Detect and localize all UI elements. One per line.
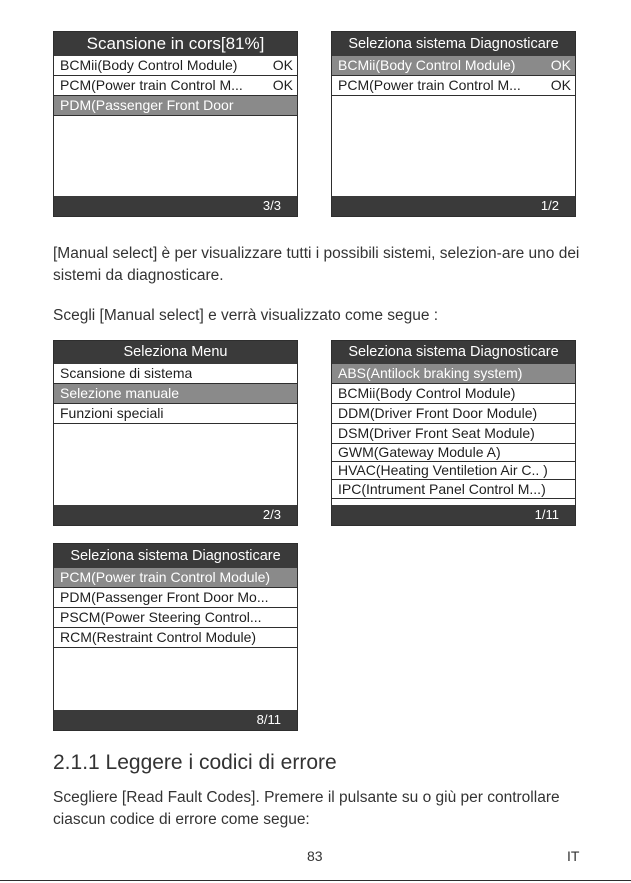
- list-item-name: HVAC(Heating Ventiletion Air C.. ): [338, 462, 548, 478]
- screen-select-system-1: [331, 31, 576, 217]
- list-item[interactable]: [54, 628, 297, 648]
- list-item-name: BCMii(Body Control Module): [338, 57, 516, 73]
- list-item-name: BCMii(Body Control Module): [60, 57, 238, 73]
- footer-divider: [0, 880, 631, 881]
- section-heading: 2.1.1 Leggere i codici di errore: [53, 751, 337, 774]
- list-item-selected[interactable]: [54, 96, 297, 116]
- list-item-name: PCM(Power train Control M...: [60, 77, 243, 93]
- list-item[interactable]: [54, 364, 297, 384]
- list-item-name: Funzioni speciali: [60, 405, 164, 421]
- list-item-name: PSCM(Power Steering Control...: [60, 609, 262, 625]
- page-indicator: 1/2: [332, 196, 575, 216]
- page-number: 83: [307, 848, 323, 864]
- screen-title: Seleziona sistema Diagnosticare: [54, 544, 297, 568]
- page-indicator: 1/11: [332, 505, 575, 525]
- screen-title: Seleziona Menu: [54, 341, 297, 364]
- list-item-name: Scansione di sistema: [60, 365, 193, 381]
- list-item-name: PDM(Passenger Front Door Mo...: [60, 589, 269, 605]
- screen-select-system-2: [331, 340, 576, 526]
- list-item-name: PCM(Power train Control M...: [338, 77, 521, 93]
- page-indicator: 2/3: [54, 505, 297, 525]
- list-item-name: DDM(Driver Front Door Module): [338, 405, 538, 421]
- screen-select-menu: [53, 340, 298, 526]
- list-item-status: OK: [550, 57, 571, 73]
- list-item-name: DSM(Driver Front Seat Module): [338, 425, 535, 441]
- page-indicator: 3/3: [54, 196, 297, 216]
- list-item-name: RCM(Restraint Control Module): [60, 629, 257, 645]
- list-item-name: PCM(Power train Control Module): [60, 569, 271, 585]
- paragraph-choose-manual-select: Scegli [Manual select] e verrà visualizzato come segue :: [53, 307, 439, 324]
- list-item[interactable]: [332, 384, 575, 404]
- list-item[interactable]: [54, 588, 297, 608]
- screen-title: Seleziona sistema Diagnosticare: [332, 341, 575, 364]
- paragraph-manual-select: [Manual select] è per visualizzare tutti i possibili sistemi, selezion-are uno dei sistemi da diagnosticare.: [53, 245, 580, 284]
- list-item-selected[interactable]: [332, 364, 575, 384]
- list-item-name: GWM(Gateway Module A): [338, 444, 501, 460]
- list-item-selected[interactable]: [54, 384, 297, 404]
- list-item-status: OK: [550, 77, 571, 93]
- list-item[interactable]: [332, 76, 575, 96]
- list-item-name: PDM(Passenger Front Door: [60, 97, 234, 113]
- list-item[interactable]: [54, 56, 297, 76]
- list-item-selected[interactable]: [54, 568, 297, 588]
- list-item-status: OK: [272, 57, 293, 73]
- list-item-name: IPC(Intrument Panel Control M...): [338, 481, 546, 497]
- screen-title: Scansione in cors[81%]: [54, 32, 297, 56]
- list-item-name: BCMii(Body Control Module): [338, 385, 516, 401]
- list-item-status: OK: [272, 77, 293, 93]
- list-item-name: ABS(Antilock braking system): [338, 365, 523, 381]
- paragraph-read-fault-codes: Scegliere [Read Fault Codes]. Premere il pulsante su o giù per controllare ciascun codice di errore come segue:: [53, 789, 560, 828]
- list-item[interactable]: [332, 462, 575, 480]
- list-item[interactable]: [332, 444, 575, 462]
- screen-select-system-3: [53, 543, 298, 731]
- list-item[interactable]: [54, 608, 297, 628]
- list-item-name: Selezione manuale: [60, 385, 180, 401]
- list-item[interactable]: [54, 76, 297, 96]
- list-item[interactable]: [54, 404, 297, 424]
- list-item[interactable]: [332, 480, 575, 499]
- list-item[interactable]: [332, 424, 575, 444]
- list-item[interactable]: [332, 404, 575, 424]
- screen-title: Seleziona sistema Diagnosticare: [332, 32, 575, 56]
- page-indicator: 8/11: [54, 710, 297, 730]
- screen-scan-progress: [53, 31, 298, 217]
- language-code: IT: [567, 848, 580, 864]
- list-item-selected[interactable]: [332, 56, 575, 76]
